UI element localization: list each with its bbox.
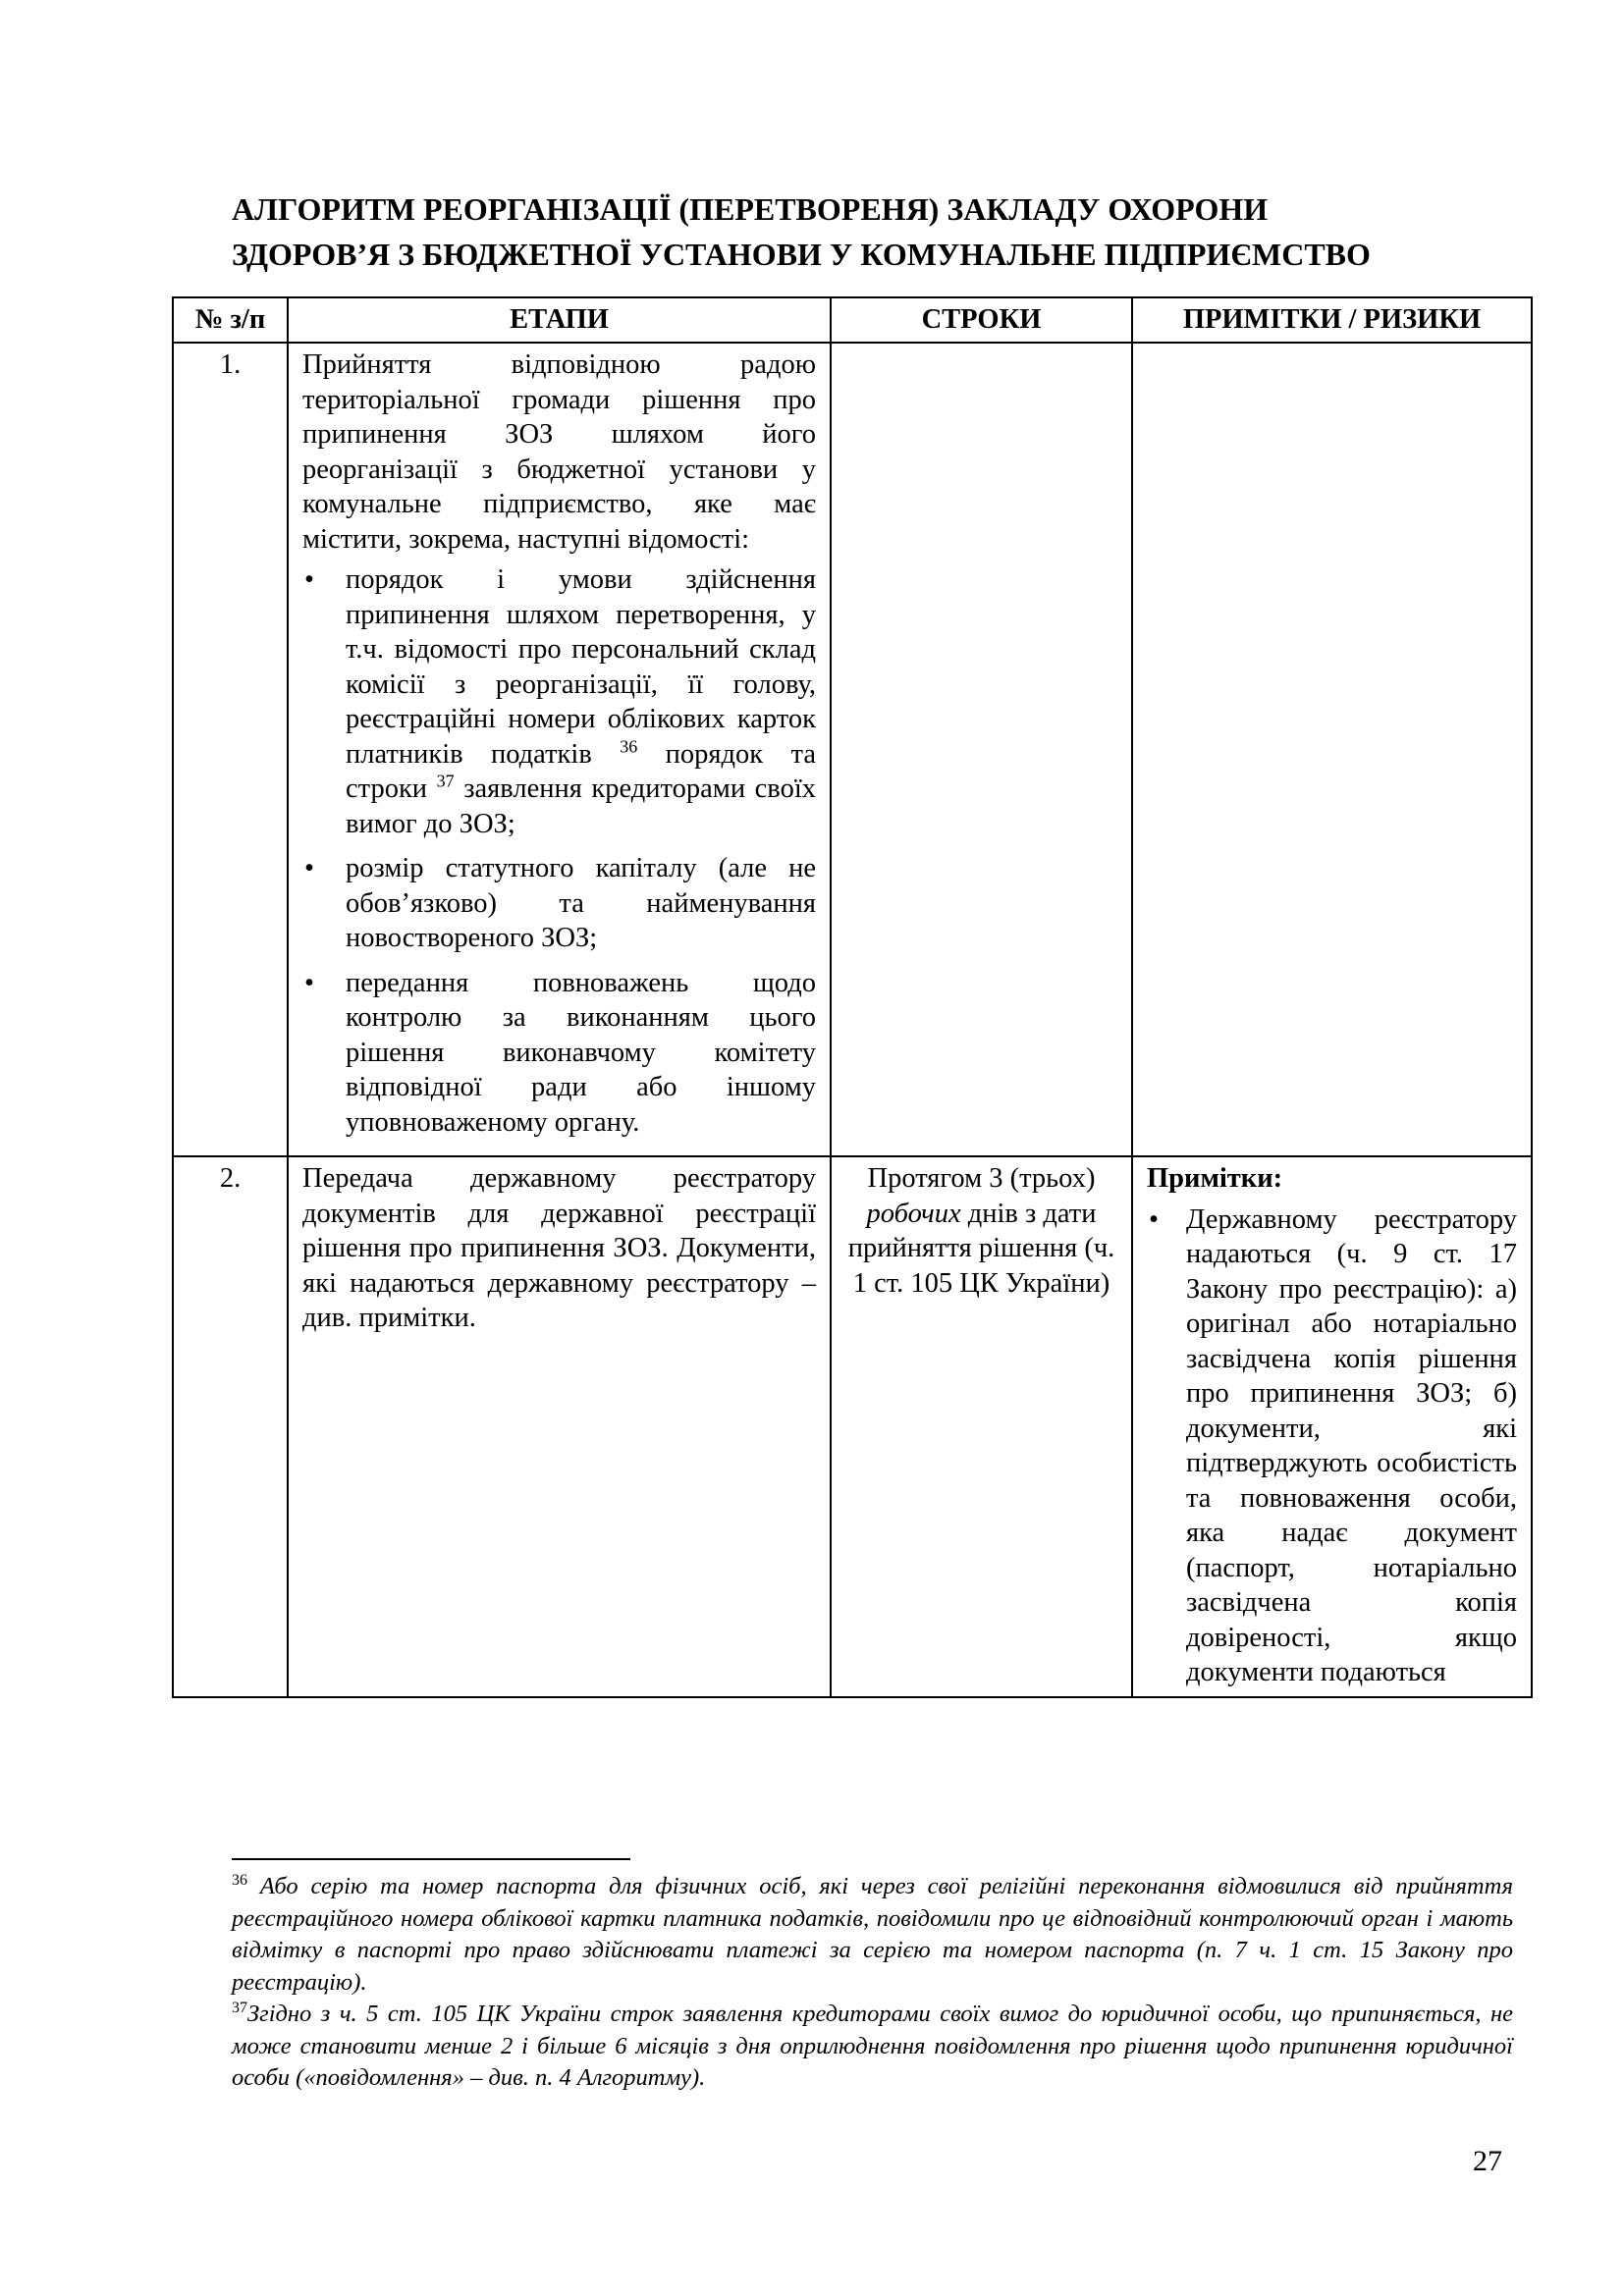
stage-intro: Прийняття відповідною радою територіальної громади рішення про припинення ЗОЗ шляхом його реорганізації з бюджетної установи у комунальне підприємство, яке має містити, зокрема, наступні відомості: — [302, 349, 816, 555]
bullet-text-cont: порядок та строки — [346, 738, 816, 804]
list-item — [302, 966, 816, 1141]
list-item — [1147, 1202, 1517, 1690]
bullet-icon: • — [304, 564, 314, 595]
terms-italic: робочих — [866, 1198, 961, 1229]
algorithm-table — [172, 296, 1533, 1698]
row-number: 2. — [173, 1156, 288, 1697]
footnote-text: Згідно з ч. 5 ст. 105 ЦК України строк заявлення кредиторами своїх вимог до юридичної особи, що припиняється, не може становити менше 2 і більше 6 місяців з дня оприлюднення повідомлення про рішення щодо припинення юридичної особи («повідомлення» – див. п. 4 Алгоритму). — [232, 2001, 1513, 2091]
terms-cell — [831, 1156, 1132, 1697]
header-terms: СТРОКИ — [831, 297, 1132, 343]
row-number: 1. — [173, 343, 288, 1156]
footnote-36 — [232, 1871, 1513, 1999]
page-number: 27 — [1473, 2145, 1502, 2177]
table-row — [173, 1156, 1532, 1697]
bullet-text-end: заявлення кредиторами своїх вимог до ЗОЗ; — [346, 774, 816, 839]
title-line-1: АЛГОРИТМ РЕОРГАНІЗАЦІЇ (ПЕРЕТВОРЕНЯ) ЗАКЛАДУ ОХОРОНИ — [232, 191, 1269, 227]
footnote-text: Або серію та номер паспорта для фізичних осіб, які через свої релігійні переконання відмовилися від прийняття реєстраційного номера облікової картки платника податків, повідомили про це відповідний контролюючий орган і мають відмітку в паспорті про право здійснювати платежі за серією та номером паспорта (п. 7 ч. 1 ст. 15 Закону про реєстрацію). — [232, 1873, 1513, 1996]
footnote-number: 36 — [232, 1871, 247, 1889]
footnote-ref-36[interactable]: 36 — [620, 736, 638, 756]
title-line-2: ЗДОРОВ’Я З БЮДЖЕТНОЇ УСТАНОВИ У КОМУНАЛЬНЕ ПІДПРИЄМСТВО — [232, 237, 1371, 272]
bullet-text: порядок і умови здійснення припинення шляхом перетворення, у т.ч. відомості про персональний склад комісії з реорганізації, її голову, реєстраційні номери облікових карток платників податків — [346, 564, 816, 770]
stage-bullet-list — [302, 562, 816, 1140]
notes-cell — [1132, 1156, 1532, 1697]
terms-cell-empty — [831, 343, 1132, 1156]
footnote-37 — [232, 1999, 1513, 2095]
bullet-text: розмір статутного капіталу (але не обов’язково) та найменування новоствореного ЗОЗ; — [346, 853, 816, 953]
footnote-ref-37[interactable]: 37 — [436, 771, 455, 791]
header-number: № з/п — [173, 297, 288, 343]
terms-text-cont: днів з дати прийняття рішення (ч. 1 ст. 105 ЦК України) — [847, 1198, 1115, 1299]
page-title — [232, 187, 1508, 277]
bullet-icon: • — [304, 967, 314, 998]
stage-cell: Передача державному реєстратору документів для державної реєстрації рішення про припинення ЗОЗ. Документи, які надаються державному реєстратору – див. примітки. — [288, 1156, 831, 1697]
footnotes — [232, 1871, 1513, 2095]
bullet-icon: • — [1149, 1203, 1159, 1235]
notes-bullet-list — [1147, 1202, 1517, 1690]
footnote-number: 37 — [232, 1999, 247, 2016]
header-notes-risks: ПРИМІТКИ / РИЗИКИ — [1132, 297, 1532, 343]
stage-cell — [288, 343, 831, 1156]
table-header-row — [173, 297, 1532, 343]
list-item — [302, 562, 816, 841]
terms-text: Протягом 3 (трьох) — [867, 1163, 1096, 1194]
notes-text: Державному реєстратору надаються (ч. 9 ст. 17 Закону про реєстрацію): а) оригінал або нотаріально засвідчена копія рішення про припинення ЗОЗ; б) документи, які підтверджують особистість та повноваження особи, яка надає документ (паспорт, нотаріально засвідчена копія довіреності, якщо документи подаються — [1186, 1203, 1517, 1687]
footnote-separator — [232, 1858, 630, 1860]
bullet-text: передання повноважень щодо контролю за виконанням цього рішення виконавчому комітету відповідної ради або іншому уповноваженому органу. — [346, 967, 816, 1138]
notes-cell-empty — [1132, 343, 1532, 1156]
table-row — [173, 343, 1532, 1156]
header-stages: ЕТАПИ — [288, 297, 831, 343]
list-item — [302, 851, 816, 956]
notes-heading: Примітки: — [1147, 1163, 1283, 1194]
bullet-icon: • — [304, 853, 314, 883]
